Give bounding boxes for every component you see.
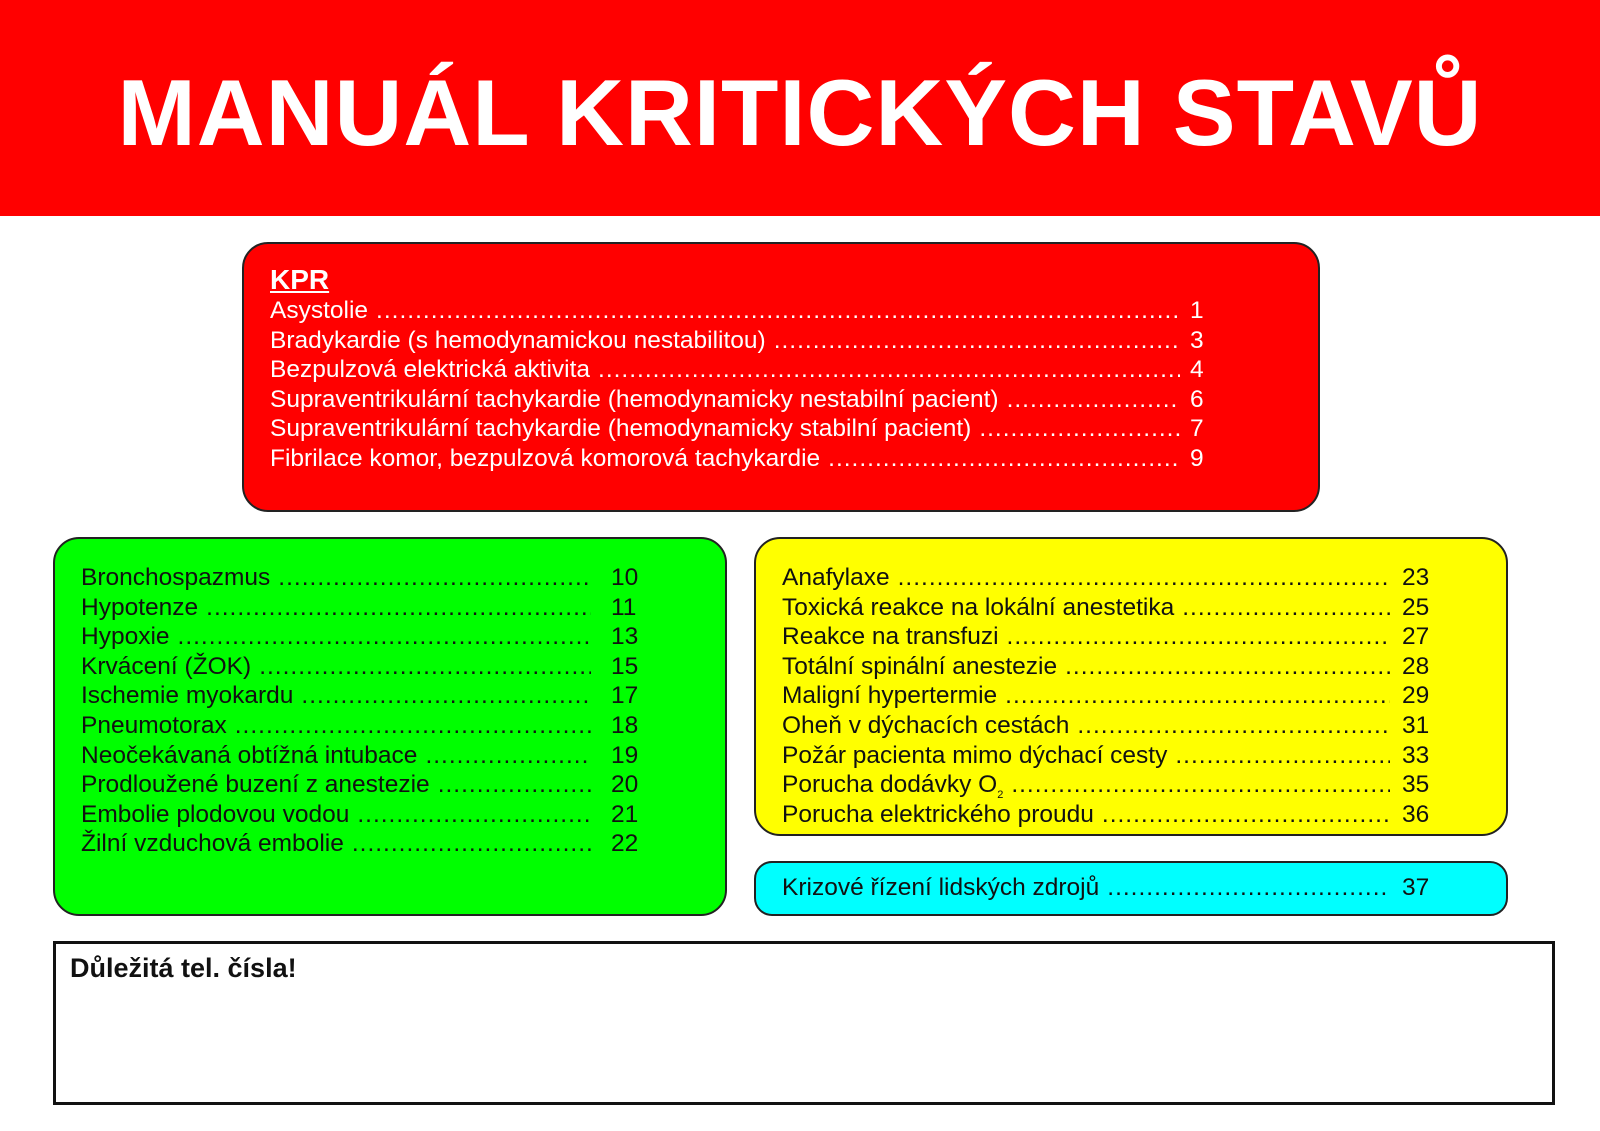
toc-entry-label: Pneumotorax: [81, 711, 227, 739]
toc-entry-label: Porucha dodávky $O_2$: [782, 771, 1004, 802]
green-section: [53, 537, 727, 916]
toc-entry-page-number: 10: [611, 564, 639, 591]
toc-entry-leader-dots: [1007, 385, 1180, 415]
toc-entry: [81, 711, 651, 741]
toc-entry: [81, 741, 651, 771]
toc-entry-leader-dots: [1102, 800, 1390, 830]
toc-entry: [782, 563, 1432, 593]
toc-entry-leader-dots: [774, 326, 1180, 356]
toc-entry-page-number: 4: [1190, 356, 1204, 384]
toc-entry-page-number: 36: [1402, 800, 1430, 828]
toc-entry: [782, 800, 1432, 830]
toc-entry-leader-dots: [979, 414, 1180, 444]
toc-entry-leader-dots: [828, 444, 1180, 474]
toc-entry: [270, 414, 1210, 444]
toc-entry: [270, 326, 1210, 356]
toc-entry-leader-dots: [206, 593, 591, 623]
toc-entry-label: Maligní hypertermie: [782, 682, 998, 710]
toc-entry-page-number: 7: [1190, 415, 1204, 443]
toc-entry-label: Porucha elektrického proudu: [782, 800, 1094, 828]
toc-entry-leader-dots: [1175, 741, 1390, 771]
toc-entry-leader-dots: [259, 652, 591, 682]
toc-entry: [81, 593, 651, 623]
toc-entry-page-number: 15: [611, 652, 639, 680]
toc-entry-label: Embolie plodovou vodou: [81, 800, 350, 828]
toc-entry-leader-dots: [1007, 622, 1390, 652]
toc-entry: [81, 622, 651, 652]
toc-entry: [81, 681, 651, 711]
toc-entry: [270, 355, 1210, 385]
toc-entry-leader-dots: [1011, 770, 1390, 800]
toc-entry-page-number: 27: [1402, 623, 1430, 651]
toc-entry-leader-dots: [598, 355, 1180, 385]
toc-entry-page-number: 37: [1402, 874, 1430, 901]
toc-entry-leader-dots: [178, 622, 591, 652]
toc-entry-label: Anafylaxe: [782, 564, 890, 591]
toc-entry-page-number: 31: [1402, 711, 1430, 739]
toc-entry: [782, 711, 1432, 741]
toc-entry: [81, 652, 651, 682]
toc-entry: [782, 593, 1432, 623]
toc-entry-page-number: 3: [1190, 326, 1204, 354]
toc-entry: [270, 385, 1210, 415]
green-toc-list: [81, 563, 651, 859]
toc-entry-page-number: 23: [1402, 564, 1430, 591]
toc-entry-page-number: 20: [611, 771, 639, 799]
toc-entry-label: Ischemie myokardu: [81, 682, 294, 710]
cyan-toc-list: [782, 873, 1432, 903]
toc-entry: [270, 296, 1210, 326]
toc-entry-page-number: 13: [611, 623, 639, 651]
toc-entry-label: Krvácení (ŽOK): [81, 652, 252, 680]
toc-entry-leader-dots: [898, 563, 1390, 593]
toc-entry-label: Supraventrikulární tachykardie (hemodynamicky stabilní pacient): [270, 415, 972, 443]
toc-entry-page-number: 29: [1402, 682, 1430, 710]
toc-entry-page-number: 1: [1190, 297, 1204, 324]
toc-entry-page-number: 25: [1402, 593, 1430, 621]
toc-entry-leader-dots: [1065, 652, 1390, 682]
toc-entry-leader-dots: [376, 296, 1180, 326]
toc-entry-label: Neočekávaná obtížná intubace: [81, 741, 418, 769]
toc-entry: [81, 770, 651, 800]
toc-entry-label: Krizové řízení lidských zdrojů: [782, 874, 1100, 901]
toc-entry-leader-dots: [278, 563, 591, 593]
toc-entry-label: Bradykardie (s hemodynamickou nestabilitou): [270, 326, 766, 354]
toc-entry-label: Reakce na transfuzi: [782, 623, 999, 651]
toc-entry: [81, 829, 651, 859]
toc-entry-label: Žilní vzduchová embolie: [81, 830, 344, 858]
toc-entry-page-number: 21: [611, 800, 639, 828]
toc-entry-label: Hypoxie: [81, 623, 170, 651]
toc-entry-leader-dots: [352, 829, 591, 859]
toc-entry-leader-dots: [301, 681, 591, 711]
toc-entry-page-number: 35: [1402, 771, 1430, 799]
toc-entry-page-number: 11: [611, 593, 637, 621]
toc-entry-label: Fibrilace komor, bezpulzová komorová tachykardie: [270, 444, 821, 472]
kpr-section: [242, 242, 1320, 512]
toc-entry-leader-dots: [1107, 873, 1390, 903]
toc-entry: [782, 652, 1432, 682]
toc-entry-page-number: 22: [611, 830, 639, 858]
toc-entry-leader-dots: [438, 770, 591, 800]
toc-entry-label: Oheň v dýchacích cestách: [782, 711, 1070, 739]
toc-entry-page-number: 28: [1402, 652, 1430, 680]
toc-entry: [81, 563, 651, 593]
toc-entry-page-number: 6: [1190, 385, 1204, 413]
toc-entry-leader-dots: [357, 800, 591, 830]
kpr-toc-list: [270, 296, 1210, 474]
notes-title: Důležitá tel. čísla!: [70, 953, 297, 983]
toc-entry-label: Asystolie: [270, 297, 369, 324]
toc-entry-page-number: 9: [1190, 444, 1204, 472]
toc-entry-label: Totální spinální anestezie: [782, 652, 1058, 680]
kpr-section-title: KPR: [270, 264, 330, 295]
toc-entry-label: Prodloužené buzení z anestezie: [81, 771, 430, 799]
toc-entry-leader-dots: [1077, 711, 1390, 741]
toc-entry-leader-dots: [235, 711, 591, 741]
toc-entry-page-number: 19: [611, 741, 639, 769]
toc-entry-label: Bezpulzová elektrická aktivita: [270, 356, 591, 384]
toc-entry-leader-dots: [425, 741, 591, 771]
toc-entry-page-number: 17: [611, 682, 639, 710]
toc-entry-label: Toxická reakce na lokální anestetika: [782, 593, 1175, 621]
yellow-section: [754, 537, 1508, 836]
toc-entry-subscript: 2: [997, 789, 1004, 802]
toc-entry: [81, 800, 651, 830]
toc-entry-label: Bronchospazmus: [81, 564, 271, 591]
cyan-section: [754, 861, 1508, 916]
page-title: MANUÁL KRITICKÝCH STAVŮ: [117, 60, 1483, 165]
header-banner: [0, 0, 1600, 216]
toc-entry-label: Požár pacienta mimo dýchací cesty: [782, 741, 1168, 769]
important-phone-numbers-box: [53, 941, 1555, 1105]
toc-entry: [782, 681, 1432, 711]
toc-entry: [782, 741, 1432, 771]
toc-entry-label: Hypotenze: [81, 593, 199, 621]
toc-entry-page-number: 18: [611, 711, 639, 739]
toc-entry-label: Supraventrikulární tachykardie (hemodynamicky nestabilní pacient): [270, 385, 999, 413]
toc-entry-leader-dots: [1005, 681, 1390, 711]
toc-entry: [782, 622, 1432, 652]
toc-entry: [782, 770, 1432, 800]
toc-entry: [782, 873, 1432, 903]
toc-entry-page-number: 33: [1402, 741, 1430, 769]
yellow-toc-list: [782, 563, 1432, 829]
toc-entry-leader-dots: [1182, 593, 1390, 623]
toc-entry: [270, 444, 1210, 474]
